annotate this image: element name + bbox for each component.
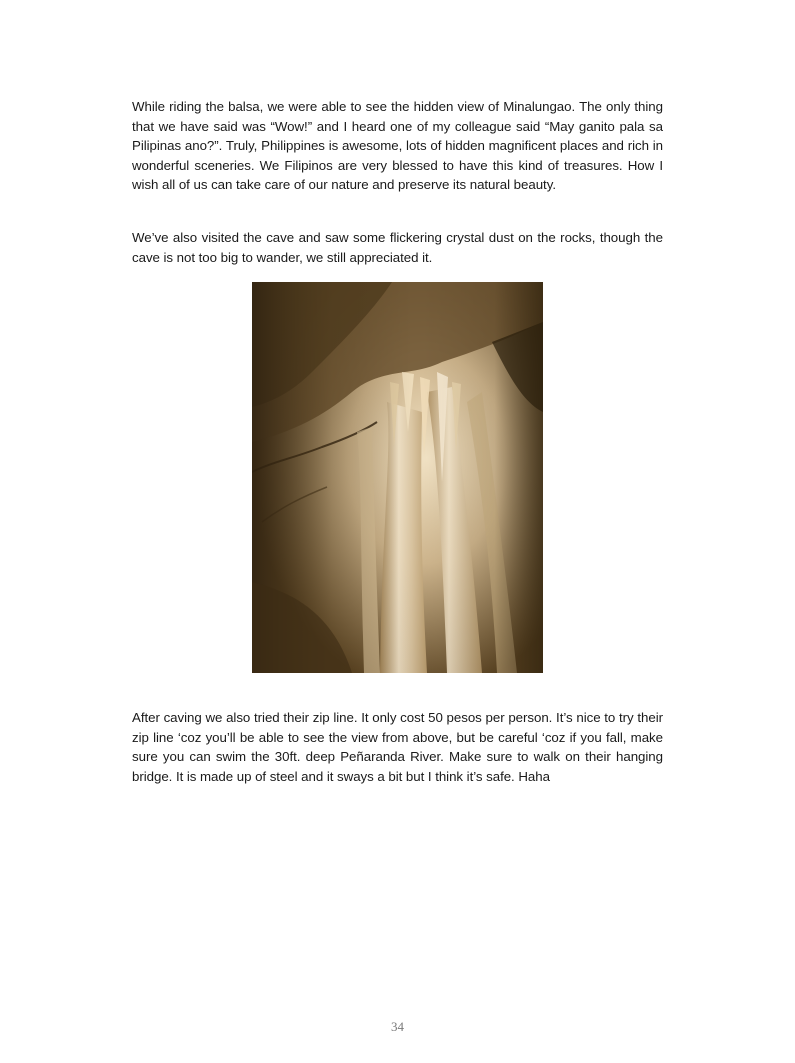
paragraph-balsa-ride: While riding the balsa, we were able to see the hidden view of Minalungao. The only thing that we have said was “Wow!” and I heard one of my colleague said “May ganito pala sa Pilipinas ano?”. Truly, Philippines is awesome, lots of hidden magnificent places and rich in wonderful sceneries. We Filipinos are very blessed to have this kind of treasures. How I wish all of us can take care of our nature and preserve its natural beauty.: [132, 99, 663, 193]
paragraph-zip-line: After caving we also tried their zip line. It only cost 50 pesos per person. It’s nice to try their zip line ‘coz you’ll be able to see the view from above, but be careful ‘coz if you fall, make sure you can swim the 30ft. deep Peñaranda River. Make sure to walk on their hanging bridge. It is made up of steel and it sways a bit but I think it’s safe. Haha: [132, 710, 663, 784]
cave-photo: [252, 282, 543, 673]
paragraph-cave-visit: We’ve also visited the cave and saw some flickering crystal dust on the rocks, though the cave is not too big to wander, we still appreciated it.: [132, 230, 663, 265]
page-number: 34: [391, 1019, 404, 1034]
